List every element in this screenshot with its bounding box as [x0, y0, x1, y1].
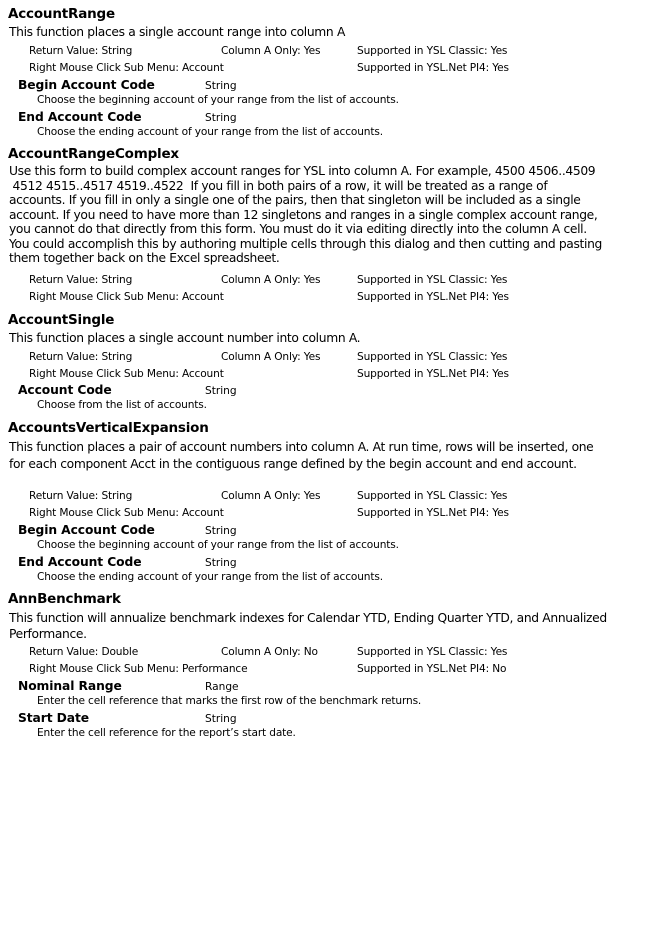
description-line: accounts. If you fill in only a single one of the pairs, then that singleton will be included as a single [9, 193, 581, 207]
param-description: Enter the cell reference for the report’s start date. [37, 727, 296, 739]
description-line: You could accomplish this by authoring multiple cells through this dialog and then cutting and pasting [9, 236, 602, 251]
right-click-sub-menu: Right Mouse Click Sub Menu: Account [29, 507, 224, 519]
function-title: AccountSingle [8, 312, 115, 328]
column-a-only: Column A Only: No [221, 646, 318, 658]
supported-ysl-net: Supported in YSL.Net PI4: Yes [357, 507, 509, 519]
param-type: Range [205, 681, 239, 693]
right-click-sub-menu: Right Mouse Click Sub Menu: Account [29, 368, 224, 380]
function-description [9, 439, 649, 472]
description-line: for each component Acct in the contiguous range defined by the begin account and end account. [9, 456, 577, 471]
description-line: you cannot do that directly from this form. You must do it via editing directly into the column A cell. [9, 222, 587, 236]
column-a-only: Column A Only: Yes [221, 351, 321, 363]
param-type: String [205, 525, 237, 537]
right-click-sub-menu: Right Mouse Click Sub Menu: Performance [29, 663, 248, 675]
function-description [9, 164, 649, 266]
param-name: End Account Code [18, 555, 142, 569]
description-line: them together back on the Excel spreadsheet. [9, 251, 280, 265]
function-description [9, 610, 649, 642]
description-line: Use this form to build complex account ranges for YSL into column A. For example, 4500 4506..4509 [9, 164, 596, 178]
description-line: This function places a pair of account numbers into column A. At run time, rows will be inserted, one [9, 440, 594, 454]
param-name: Begin Account Code [18, 523, 155, 537]
param-name: Start Date [18, 711, 89, 725]
function-title: AccountsVerticalExpansion [8, 420, 209, 436]
right-click-sub-menu: Right Mouse Click Sub Menu: Account [29, 291, 224, 303]
return-value: Return Value: String [29, 45, 133, 57]
param-description: Enter the cell reference that marks the first row of the benchmark returns. [37, 695, 422, 707]
function-description: This function places a single account number into column A. [9, 331, 361, 345]
param-description: Choose the ending account of your range from the list of accounts. [37, 571, 383, 583]
param-description: Choose from the list of accounts. [37, 399, 207, 411]
column-a-only: Column A Only: Yes [221, 490, 321, 502]
param-name: Account Code [18, 383, 112, 397]
supported-ysl-classic: Supported in YSL Classic: Yes [357, 646, 508, 658]
param-type: String [205, 557, 237, 569]
description-line: 4512 4515..4517 4519..4522 If you fill in both pairs of a row, it will be treated as a range of [9, 178, 548, 193]
param-description: Choose the beginning account of your range from the list of accounts. [37, 539, 399, 551]
param-name: Begin Account Code [18, 78, 155, 92]
param-type: String [205, 112, 237, 124]
return-value: Return Value: String [29, 490, 133, 502]
param-type: String [205, 385, 237, 397]
column-a-only: Column A Only: Yes [221, 45, 321, 57]
return-value: Return Value: Double [29, 646, 139, 658]
function-title: AccountRangeComplex [8, 146, 179, 162]
right-click-sub-menu: Right Mouse Click Sub Menu: Account [29, 62, 224, 74]
supported-ysl-net: Supported in YSL.Net PI4: Yes [357, 62, 509, 74]
supported-ysl-classic: Supported in YSL Classic: Yes [357, 351, 508, 363]
supported-ysl-classic: Supported in YSL Classic: Yes [357, 45, 508, 57]
param-description: Choose the beginning account of your range from the list of accounts. [37, 94, 399, 106]
param-type: String [205, 80, 237, 92]
param-type: String [205, 713, 237, 725]
column-a-only: Column A Only: Yes [221, 274, 321, 286]
param-name: Nominal Range [18, 679, 122, 693]
description-line: account. If you need to have more than 12 singletons and ranges in a single complex account range, [9, 207, 598, 222]
supported-ysl-net: Supported in YSL.Net PI4: Yes [357, 291, 509, 303]
function-title: AnnBenchmark [8, 591, 121, 607]
description-line: Performance. [9, 627, 87, 641]
return-value: Return Value: String [29, 351, 133, 363]
return-value: Return Value: String [29, 274, 133, 286]
supported-ysl-net: Supported in YSL.Net PI4: No [357, 663, 507, 675]
description-line: This function will annualize benchmark indexes for Calendar YTD, Ending Quarter YTD, and Annualized [9, 611, 607, 625]
supported-ysl-classic: Supported in YSL Classic: Yes [357, 274, 508, 286]
function-title: AccountRange [8, 6, 115, 22]
param-name: End Account Code [18, 110, 142, 124]
supported-ysl-net: Supported in YSL.Net PI4: Yes [357, 368, 509, 380]
supported-ysl-classic: Supported in YSL Classic: Yes [357, 490, 508, 502]
param-description: Choose the ending account of your range from the list of accounts. [37, 126, 383, 138]
function-description: This function places a single account range into column A [9, 25, 345, 39]
